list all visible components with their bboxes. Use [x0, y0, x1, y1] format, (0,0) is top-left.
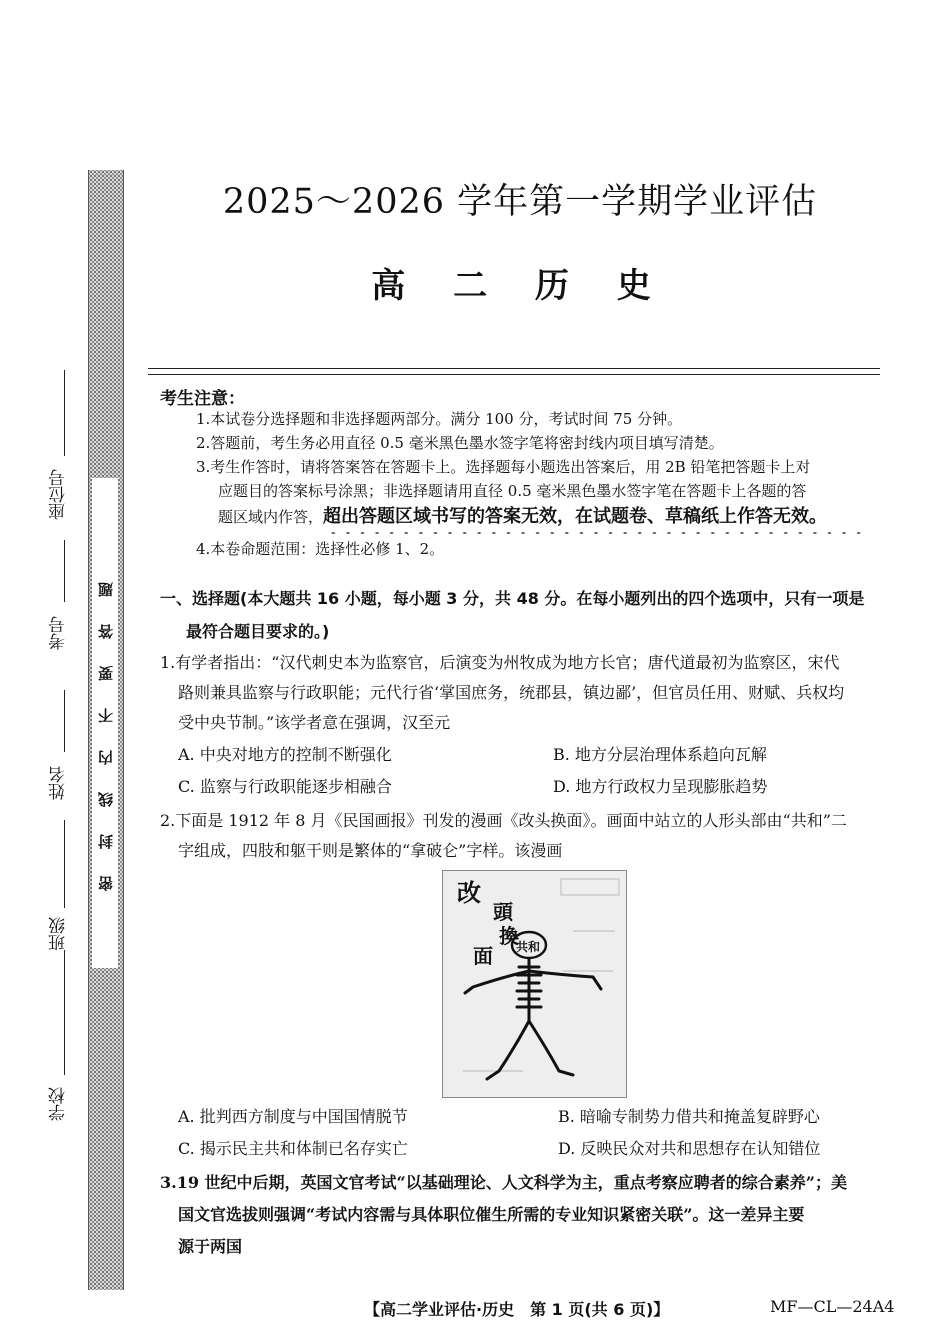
- binding-notice-text: 密封线内不要答题: [96, 555, 115, 891]
- note-item: 1.本试卷分选择题和非选择题两部分。满分 100 分，考试时间 75 分钟。: [196, 410, 683, 428]
- question-1-option-b[interactable]: B. 地方分层治理体系趋向瓦解: [553, 745, 767, 764]
- exam-title: 2025～2026 学年第一学期学业评估: [222, 182, 818, 222]
- note-item: 4.本卷命题范围：选择性必修 1、2。: [196, 540, 445, 558]
- emphasis-dots: [326, 530, 866, 536]
- question-1-option-d[interactable]: D. 地方行政权力呈现膨胀趋势: [553, 777, 768, 796]
- section-heading: 一、选择题(本大题共 16 小题，每小题 3 分，共 48 分。在每小题列出的四个选项中，只有一项是: [160, 589, 865, 608]
- question-1-stem: 1.有学者指出：“汉代刺史本为监察官，后演变为州牧成为地方长官；唐代道最初为监察区，宋代: [160, 653, 840, 672]
- question-1-option-a[interactable]: A. 中央对地方的控制不断强化: [178, 745, 392, 764]
- school-label: 学校: [48, 1087, 69, 1121]
- header-divider-bottom: [148, 374, 880, 375]
- note-item-continued: 应题目的答案标号涂黑；非选择题请用直径 0.5 毫米黑色墨水签字笔在答题卡上各题的答: [218, 482, 807, 500]
- subject-title: 高 二 历 史: [371, 266, 669, 306]
- question-3-stem: 3.19 世纪中后期，英国文官考试“以基础理论、人文科学为主，重点考察应聘者的综合素养”；美: [160, 1173, 847, 1192]
- question-1-stem: 受中央节制。”该学者意在强调，汉至元: [178, 713, 451, 732]
- name-label: 姓名: [48, 766, 69, 800]
- cartoon-head-text: 共和: [516, 940, 541, 954]
- question-1-stem: 路则兼具监察与行政职能；元代行省‘掌国庶务，统郡县，镇边鄙’，但官员任用、财赋、兵权均: [178, 683, 845, 702]
- class-input-line[interactable]: [64, 820, 65, 908]
- question-2-option-d[interactable]: D. 反映民众对共和思想存在认知错位: [558, 1139, 821, 1158]
- page-footer: 【高二学业评估·历史 第 1 页(共 6 页)】: [364, 1300, 670, 1319]
- question-3-stem: 源于两国: [178, 1237, 243, 1256]
- cartoon-image: [442, 870, 627, 1098]
- question-2-option-c[interactable]: C. 揭示民主共和体制已名存实亡: [178, 1139, 408, 1158]
- question-3-stem: 国文官选拔则强调“考试内容需与具体职位催生所需的专业知识紧密关联”。这一差异主要: [178, 1205, 805, 1224]
- exam-code: MF—CL—24A4: [770, 1297, 895, 1316]
- header-divider-top: [148, 368, 880, 369]
- binding-notice: [92, 478, 118, 968]
- question-2-option-b[interactable]: B. 暗喻专制势力借共和掩盖复辟野心: [558, 1107, 820, 1126]
- cartoon-title-char: 換: [499, 924, 519, 948]
- cartoon-title-char: 面: [473, 944, 493, 968]
- seat-number-label: 座位号: [48, 468, 69, 520]
- question-2-stem: 2.下面是 1912 年 8 月《民国画报》刊发的漫画《改头换面》。画面中站立的人形头部由“共和”二: [160, 811, 847, 830]
- cartoon-illustration: [443, 871, 626, 1097]
- question-2-option-a[interactable]: A. 批判西方制度与中国国情脱节: [178, 1107, 408, 1126]
- notes-heading: 考生注意：: [160, 389, 245, 409]
- cartoon-title-char: 改: [457, 878, 481, 907]
- class-label: 班级: [48, 917, 69, 951]
- note-item: 2.答题前，考生务必用直径 0.5 毫米黑色墨水签字笔将密封线内项目填写清楚。: [196, 434, 724, 452]
- seat-number-input-line[interactable]: [64, 370, 65, 456]
- exam-number-label: 考号: [48, 616, 69, 650]
- cartoon-title-char: 頭: [493, 900, 513, 924]
- name-input-line[interactable]: [64, 690, 65, 752]
- exam-number-input-line[interactable]: [64, 540, 65, 602]
- question-2-stem: 字组成，四肢和躯干则是繁体的“拿破仑”字样。该漫画: [178, 841, 563, 860]
- section-heading-continued: 最符合题目要求的。): [186, 622, 330, 641]
- school-input-line[interactable]: [64, 950, 65, 1075]
- question-1-option-c[interactable]: C. 监察与行政职能逐步相融合: [178, 777, 392, 796]
- note-item: 3.考生作答时，请将答案答在答题卡上。选择题每小题选出答案后，用 2B 铅笔把答题卡上对: [196, 458, 811, 476]
- emphasis-text: 超出答题区域书写的答案无效，在试题卷、草稿纸上作答无效。: [323, 506, 828, 527]
- note-item-continued: 题区域内作答，超出答题区域书写的答案无效，在试题卷、草稿纸上作答无效。: [218, 506, 828, 527]
